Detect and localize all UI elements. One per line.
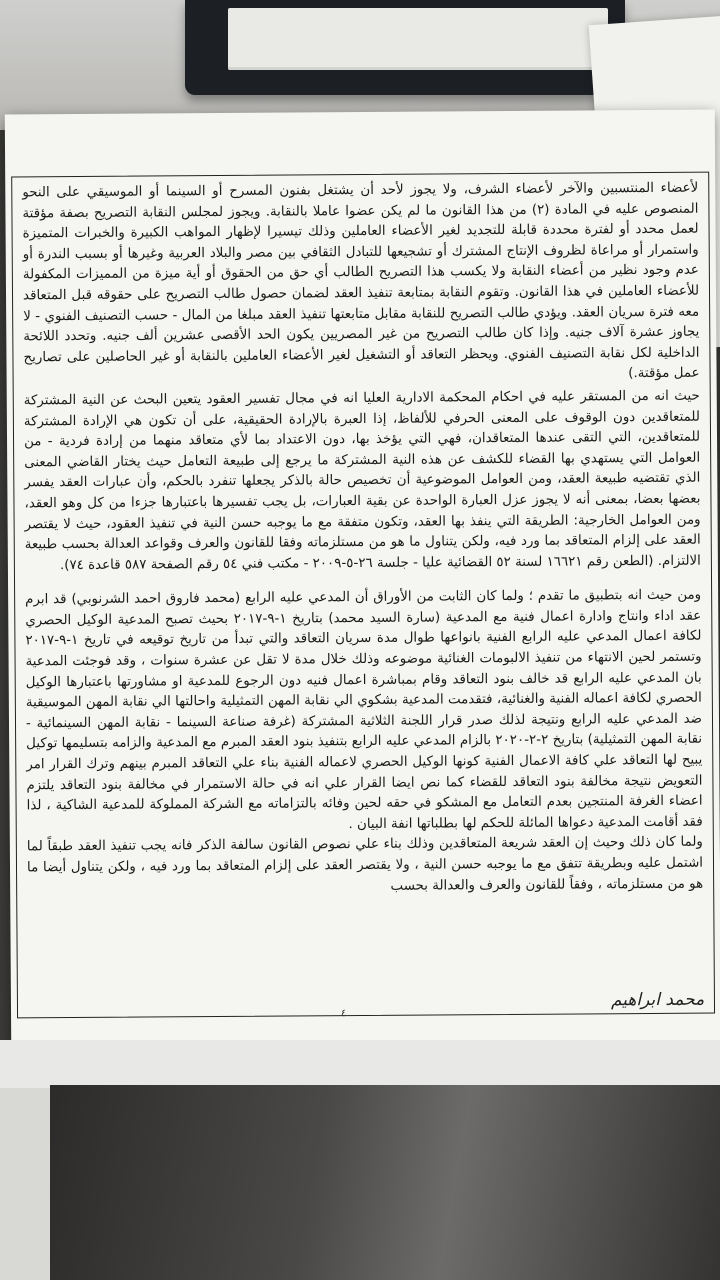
document-text-frame (11, 172, 715, 1019)
paper-under-page (0, 1040, 720, 1088)
paragraph-court-principle: حيث انه من المستقر عليه في احكام المحكمة الادارية العليا انه في مجال تفسير العقود يتعين البحث عن النية المشتركة للمتعاقدين دون الوقوف على المعنى الحرفي للألفاظ، إذا العبرة بالإرادة الحقيقية، على أن تكون هي الإرادة المشتركة للمتعاقدين، التي التقى عندها المتعاقدان، فهي التي يؤخذ بها، دون الاعتداد بما لأي متعاقد منهما من إرادة فردية - من العوامل التي يستهدي بها القضاء للكشف عن هذه النية المشتركة ما يرجع إلى طبيعة التعامل حيث يختار القاضي المعنى الذي تقتضيه طبيعة العقد، ومن العوامل الموضوعية أن تخصيص حالة بالذكر يجعلها تنفرد بالحكم، وأن عبارات العقد يفسر بعضها بعضا، بمعنى أنه لا يجوز عزل العبارة الواحدة عن بقية العبارات، بل يجب تفسيرها باعتبارها جزءا من كل وهو العقد، ومن العوامل الخارجية: الطريقة التي ينفذ بها العقد، وتكون متفقة مع ما يوجبه حسن النية في تنفيذ العقود، حيث لا يقتصر العقد على إلزام المتعاقد بما ورد فيه، ولكن يتناول ما هو من مستلزماته وفقا للقانون والعرف وقواعد العدالة بحسب طبيعة الالتزام. (الطعن رقم ١٦٦٢١ لسنة ٥٢ القضائية عليا - جلسة ٢٦-٥-٢٠٠٩ - مكتب فني ٥٤ رقم الصفحة ٥٨٧ قاعدة ٧٤). (23, 388, 701, 573)
page-number: ٤ (341, 1008, 347, 1020)
handwritten-signature: محمد ابراهيم (610, 989, 705, 1011)
document-page (5, 110, 720, 1047)
dark-object (50, 1085, 720, 1280)
paragraph-law-text: لأعضاء المنتسبين والآخر لأعضاء الشرف، ولا يجوز لأحد أن يشتغل بفنون المسرح أو السينما أو الموسيقي على النحو المنصوص عليه في المادة (٢) من هذا القانون ما لم يكن عضوا عاملا بالنقابة. ويجوز لمجلس النقابة التصريح بصفة مؤقتة لعمل محدد أو لفترة محددة قابلة للتجديد لغير الأعضاء العاملين وذلك تيسيرا لإظهار المواهب الكبيرة والخبرات المتميزة واستمرار أو مراعاة لظروف الإنتاج المشترك أو تشجيعها للتبادل الثقافي بين مصر والبلاد العربية وغيرها أو بسبب الندرة أو عدم وجود نظير من أعضاء النقابة ولا يكسب هذا التصريح الطالب أي حق من الحقوق أو أية ميزة من المميزات المكفولة للأعضاء العاملين في هذا القانون. وتقوم النقابة بمتابعة تنفيذ العقد لضمان حصول طالب التصريح على حقوقه قبل المتعاقد معه فترة سريان العقد. ويؤدي طالب التصريح للنقابة مقابل متابعتها تنفيذ العقد مبلغا من المال - حسب التصنيف الفنوي - لا يجاوز عشرة آلاف جنيه. وإذا كان طالب التصريح من غير المصريين يكون الحد الأقصى عشرين ألف جنيه. وتحدد اللائحة الداخلية لكل نقابة التصنيف الفنوي. ويحظر التعاقد أو التشغيل لغير الأعضاء العاملين بالنقابة أو غير الحاصلين على تصاريح عمل مؤقتة.) (22, 180, 700, 382)
paragraph-facts: ومن حيث انه بتطبيق ما تقدم ؛ ولما كان الثابت من الأوراق أن المدعي عليه الرابع (محمد فاروق احمد الشرنوبي) قد ابرم عقد اداء وانتاج وادارة اعمال فنية مع المدعية (سارة السيد محمد) بتاريخ ١-٩-٢٠١٧ بحيث تصبح المدعية الوكيل الحصري لكافة اعمال المدعي عليه الرابع الفنية بانواعها طوال مدة سريان التعاقد والتي تبدأ من تاريخ توقيعه في تاريخ ١-٩-٢٠١٧ وتستمر لحين الانتهاء من تنفيذ الالبومات الغنائية موضوعه وذلك خلال مدة لا تقل عن عشرة سنوات ، وقد فوجئت المدعية بان المدعي عليه الرابع قد خالف بنود التعاقد وقام بمباشرة اعمال فنيه دون الرجوع للمدعية او مشاورتها باعتبارها الوكيل الحصري لكافة اعماله الفنية والغنائية، فتقدمت المدعية بشكوي الي نقابة المهن التمثيلية واحالتها الي نقابة المهن الموسيقية ضد المدعي عليه الرابع ونتيجة لذلك صدر قرار اللجنة الثلاثية المشتركة (غرفة صناعة السينما - نقابة المهن السينمائية - نقابة المهن التمثيلية) بتاريخ ٢-٢-٢٠٢٠ بالزام المدعي عليه الرابع بتنفيذ بنود العقد المبرم مع المدعية والزامه بتسليمها توكيل يبيح لها التعاقد علي كافة الاعمال الفنية كونها الوكيل الحصري لاعماله الفنية بناء علي التعاقد المبرم بينهم وترك القرار امر التعويض نتيجة مخالفة بنود التعاقد للقضاء كما نص ايضا القرار علي انه في حالة الاستمرار في مخالفة بنود التعاقد يلتزم اعضاء الغرفة المنتجين بعدم التعامل مع المشكو في حقه لحين وفائه بالتزاماته مع الشركة المملوكة للمدعية الشاكية ، لذا فقد أقامت المدعية دعواها المائلة للحكم لها بطلباتها انفة البيان . (25, 587, 703, 832)
paragraph-conclusion: ولما كان ذلك وحيث إن العقد شريعة المتعاقدين وذلك بناء علي نصوص القانون سالفة الذكر فانه يجب تنفيذ العقد طبقاً لما اشتمل عليه وبطريقة تتفق مع ما يوجبه حسن النية ، ولا يقتصر العقد على إلزام المتعاقد بما ورد فيه ، ولكن يتناول أيضا ما هو من مستلزماته ، وفقاً للقانون والعرف والعدالة بحسب (26, 835, 704, 894)
notebook-pages (228, 8, 608, 70)
